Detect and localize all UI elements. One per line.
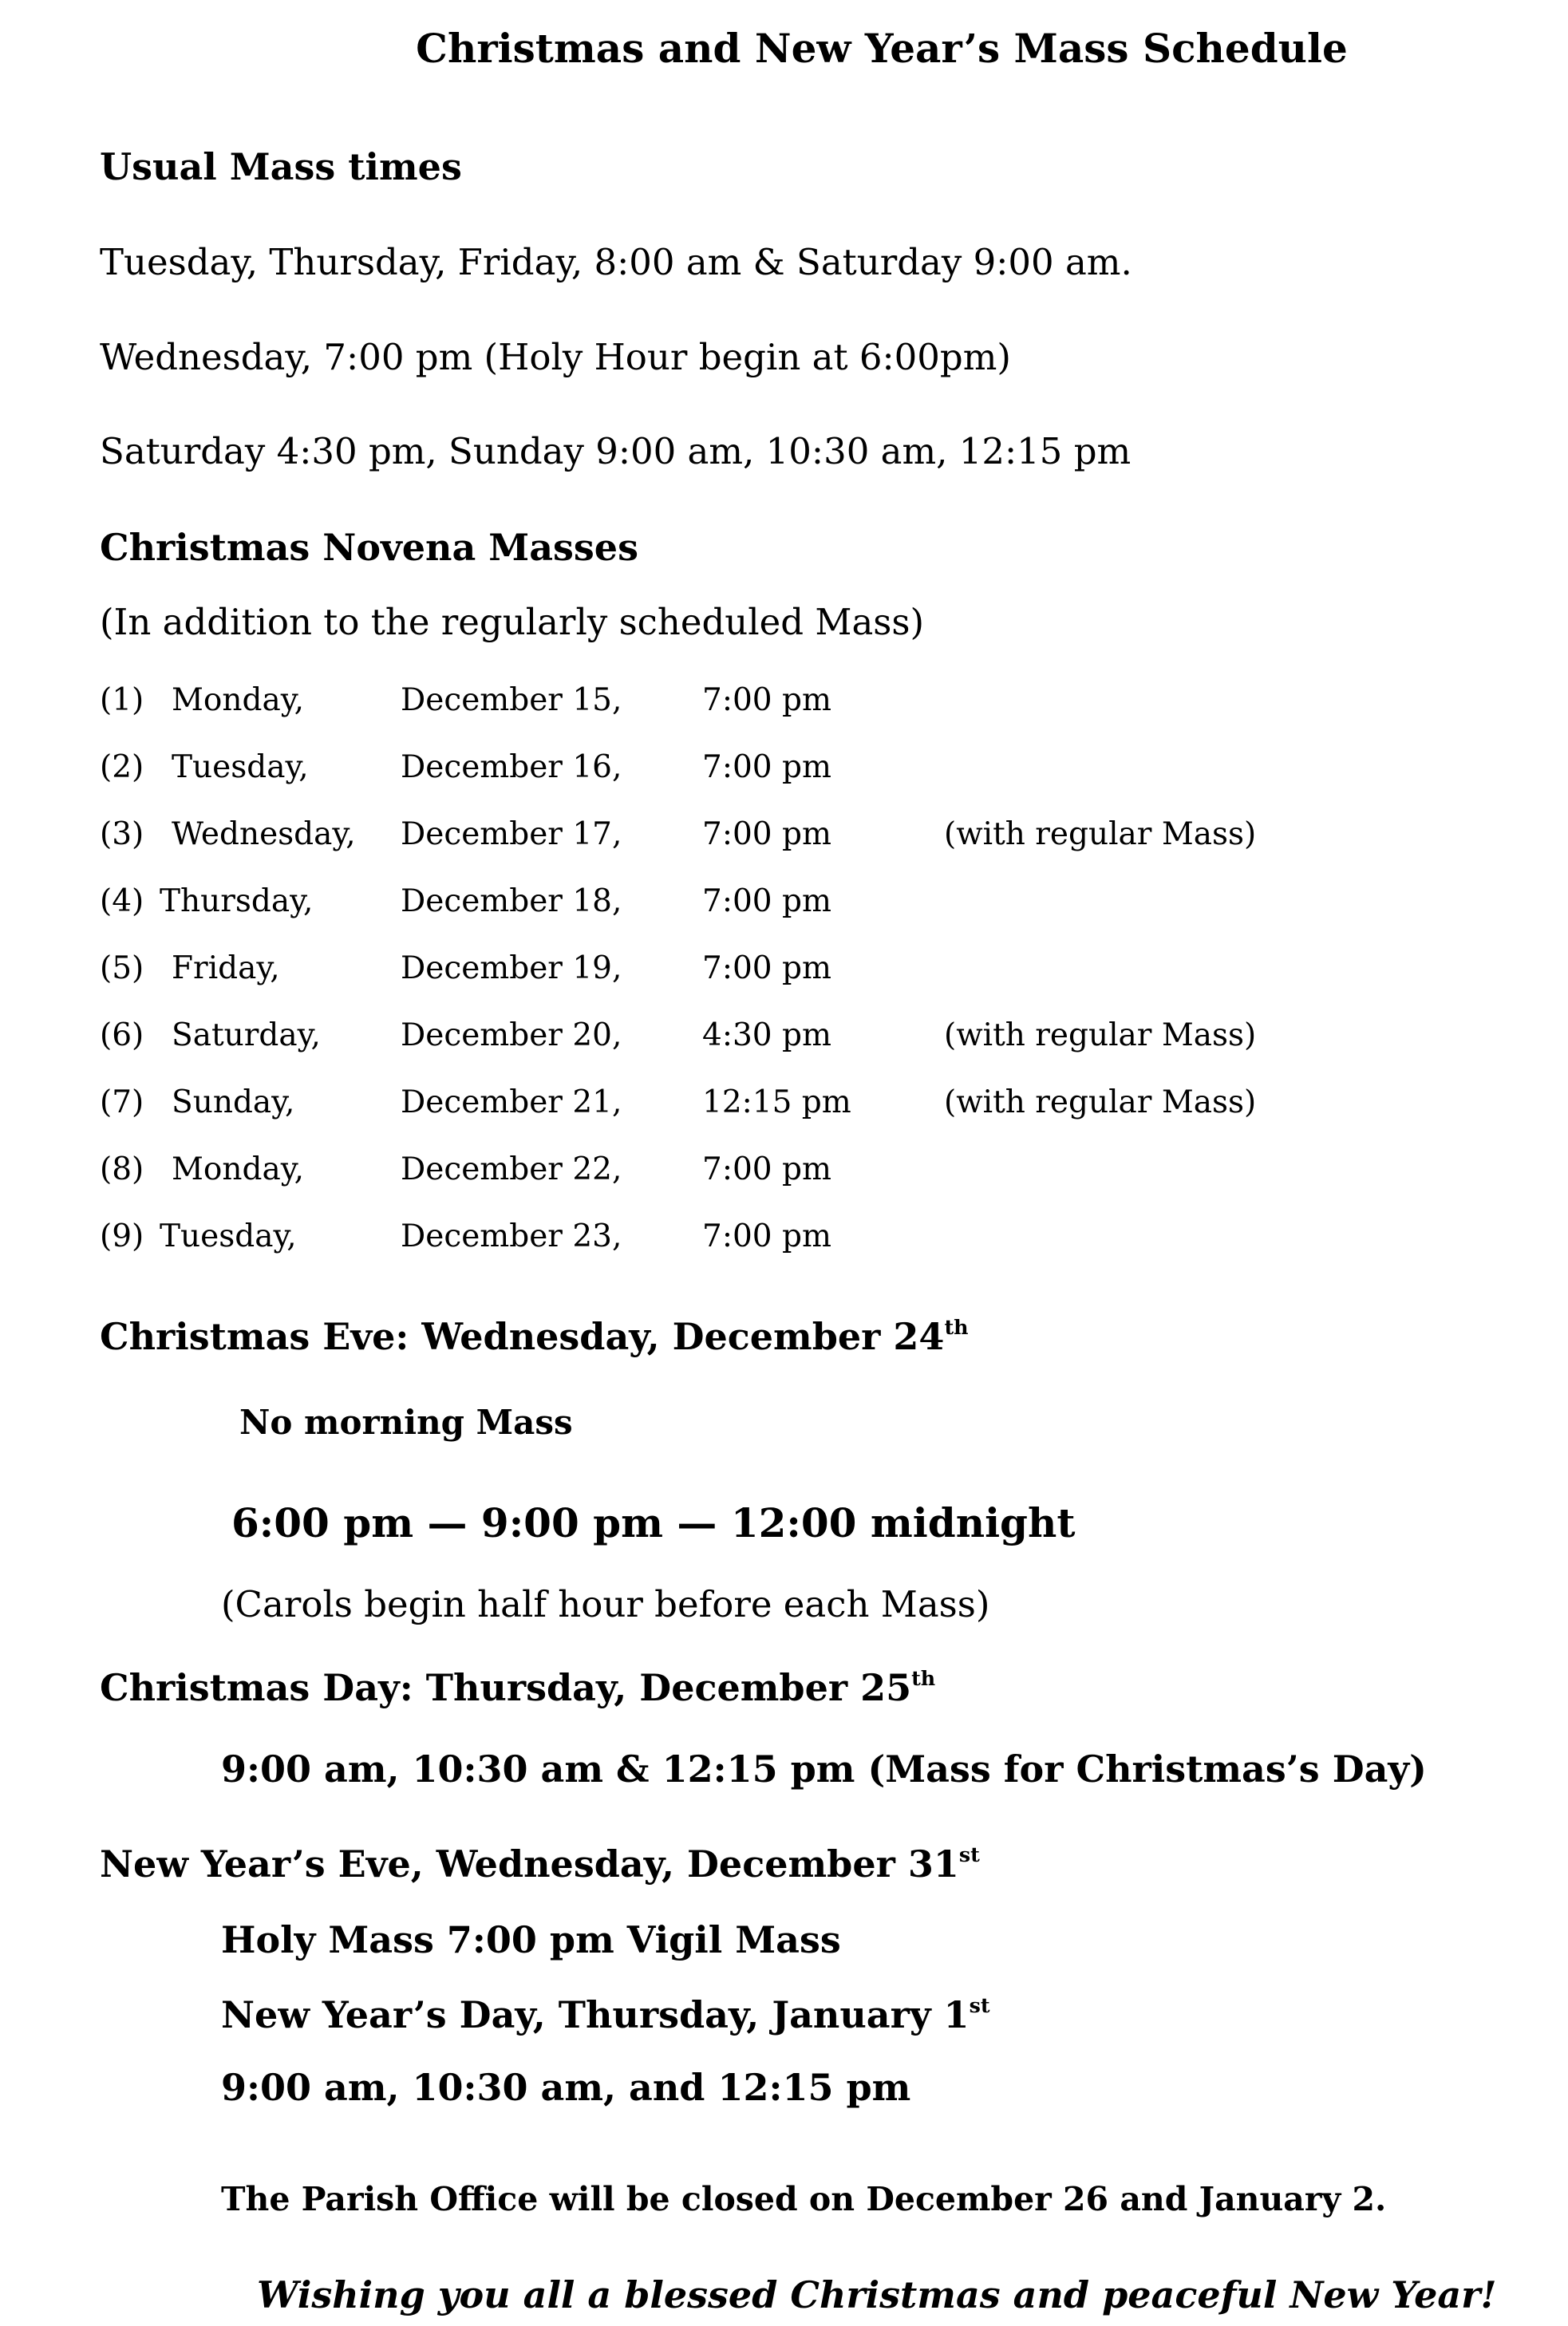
page-title: Christmas and New Year’s Mass Schedule [416, 25, 1348, 72]
novena-time: 7:00 pm [702, 950, 831, 986]
new-years-eve-heading [100, 1842, 980, 1886]
superscript: th [944, 1315, 969, 1339]
novena-n: (1) [100, 682, 144, 718]
novena-day: Tuesday, [172, 749, 309, 785]
novena-time: 7:00 pm [702, 1218, 831, 1254]
usual-line: Wednesday, 7:00 pm (Holy Hour begin at 6:00pm) [100, 336, 1011, 378]
christmas-day-times: 9:00 am, 10:30 am & 12:15 pm (Mass for Christmas’s Day) [221, 1747, 1427, 1791]
christmas-eve-heading [100, 1314, 969, 1358]
usual-heading: Usual Mass times [100, 145, 462, 188]
heading-text: Christmas Day: Thursday, December 25 [100, 1665, 912, 1709]
novena-day: Wednesday, [172, 816, 356, 852]
novena-day: Tuesday, [160, 1218, 297, 1254]
carols-note: (Carols begin half hour before each Mass) [221, 1583, 990, 1625]
novena-time: 7:00 pm [702, 883, 831, 919]
novena-date: December 18, [401, 883, 622, 919]
novena-note: (In addition to the regularly scheduled Mass) [100, 601, 925, 643]
novena-note: (with regular Mass) [944, 816, 1257, 852]
novena-date: December 20, [401, 1017, 622, 1053]
novena-time: 7:00 pm [702, 816, 831, 852]
novena-date: December 22, [401, 1151, 622, 1187]
superscript: th [911, 1666, 936, 1690]
novena-day: Sunday, [172, 1084, 295, 1120]
novena-heading: Christmas Novena Masses [100, 526, 638, 569]
novena-day: Friday, [172, 950, 280, 986]
novena-date: December 23, [401, 1218, 622, 1254]
novena-date: December 17, [401, 816, 622, 852]
novena-note: (with regular Mass) [944, 1084, 1257, 1120]
novena-time: 7:00 pm [702, 1151, 831, 1187]
novena-date: December 16, [401, 749, 622, 785]
novena-date: December 21, [401, 1084, 622, 1120]
vigil-mass: Holy Mass 7:00 pm Vigil Mass [221, 1918, 841, 1961]
heading-text: Christmas Eve: Wednesday, December 24 [100, 1314, 945, 1358]
novena-date: December 19, [401, 950, 622, 986]
novena-time: 4:30 pm [702, 1017, 831, 1053]
novena-time: 12:15 pm [702, 1084, 851, 1120]
superscript: st [958, 1842, 980, 1866]
novena-n: (9) [100, 1218, 144, 1254]
novena-n: (7) [100, 1084, 144, 1120]
usual-line: Tuesday, Thursday, Friday, 8:00 am & Saturday 9:00 am. [100, 241, 1132, 283]
novena-day: Saturday, [172, 1017, 321, 1053]
closing-wish: Wishing you all a blessed Christmas and peaceful New Year! [257, 2273, 1497, 2316]
no-morning-mass: No morning Mass [239, 1403, 573, 1442]
novena-time: 7:00 pm [702, 682, 831, 718]
heading-text: New Year’s Eve, Wednesday, December 31 [100, 1842, 959, 1886]
novena-n: (6) [100, 1017, 144, 1053]
new-years-day-times: 9:00 am, 10:30 am, and 12:15 pm [221, 2066, 911, 2109]
usual-line: Saturday 4:30 pm, Sunday 9:00 am, 10:30 am, 12:15 pm [100, 430, 1132, 472]
novena-day: Monday, [172, 682, 304, 718]
parish-office-note: The Parish Office will be closed on December 26 and January 2. [221, 2180, 1387, 2218]
christmas-eve-times: 6:00 pm — 9:00 pm — 12:00 midnight [231, 1499, 1076, 1546]
christmas-day-heading [100, 1665, 936, 1709]
novena-n: (3) [100, 816, 144, 852]
novena-day: Thursday, [160, 883, 314, 919]
novena-n: (8) [100, 1151, 144, 1187]
novena-n: (5) [100, 950, 144, 986]
heading-text: New Year’s Day, Thursday, January 1 [221, 1992, 970, 2036]
new-years-day [221, 1992, 990, 2036]
novena-time: 7:00 pm [702, 749, 831, 785]
novena-date: December 15, [401, 682, 622, 718]
novena-n: (4) [100, 883, 144, 919]
novena-note: (with regular Mass) [944, 1017, 1257, 1053]
novena-day: Monday, [172, 1151, 304, 1187]
novena-n: (2) [100, 749, 144, 785]
superscript: st [969, 1993, 990, 2017]
